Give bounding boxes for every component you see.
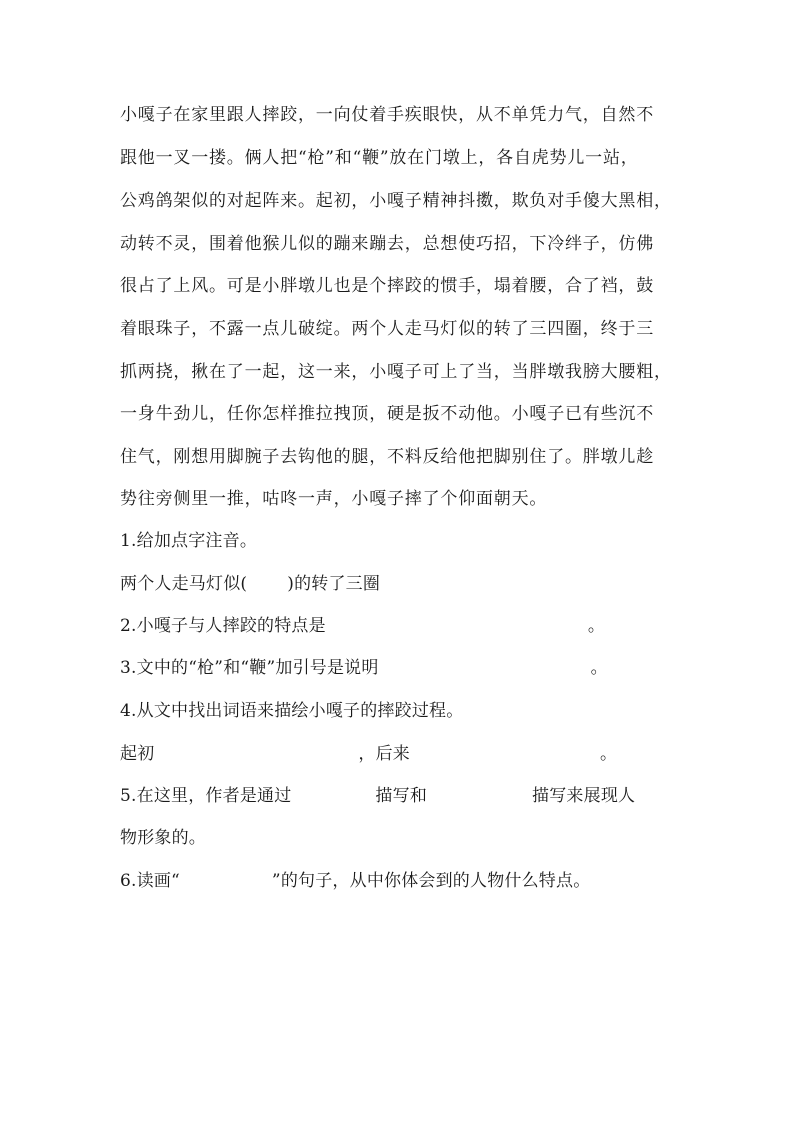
question-3 [120, 658, 608, 678]
question-4-part1-label: 起初 [120, 744, 155, 764]
question-3-prompt: 3.文中的“枪”和“鞭”加引号是说明 [120, 658, 379, 678]
passage-line: 一身牛劲儿，任你怎样推拉拽顶，硬是扳不动他。小嘎子已有些沉不 [120, 404, 654, 424]
question-5-mid: 描写和 [375, 786, 428, 806]
question-2-end: 。 [587, 616, 606, 636]
question-1-detail-after: )的转了三圈 [287, 574, 381, 594]
question-6 [120, 871, 590, 891]
passage-line: 势往旁侧里一推，咕咚一声，小嘎子摔了个仰面朝天。 [120, 489, 548, 509]
passage-line: 公鸡鸽架似的对起阵来。起初，小嘎子精神抖擞，欺负对手傻大黑相， [120, 191, 672, 211]
passage-line: 很占了上风。可是小胖墩儿也是个摔跤的惯手，塌着腰，合了裆，鼓 [120, 276, 654, 296]
question-3-end: 。 [590, 658, 608, 678]
question-1-prompt: 1.给加点字注音。 [120, 531, 258, 551]
question-5-continued: 物形象的。 [120, 828, 206, 848]
question-4-part2-label: ，后来 [358, 744, 411, 764]
question-5 [120, 786, 635, 806]
question-4-prompt: 4.从文中找出词语来描绘小嘎子的摔跤过程。 [120, 701, 464, 721]
question-2-prompt: 2.小嘎子与人摔跤的特点是 [120, 616, 326, 636]
passage-line: 着眼珠子，不露一点儿破绽。两个人走马灯似的转了三四圈，终于三 [120, 319, 654, 339]
question-6-open: 6.读画“ [120, 871, 180, 891]
passage-line: 跟他一叉一搂。俩人把“枪”和“鞭”放在门墩上，各自虎势儿一站， [120, 148, 639, 168]
question-2 [120, 616, 605, 636]
passage-line: 小嘎子在家里跟人摔跤，一向仗着手疾眼快，从不单凭力气，自然不 [120, 105, 654, 125]
passage-line: 抓两挠，揪在了一起，这一来，小嘎子可上了当，当胖墩我膀大腰粗， [120, 362, 672, 382]
question-4-end: 。 [600, 744, 618, 764]
question-5-tail: 描写来展现人 [532, 786, 636, 806]
passage-line: 动转不灵，围着他猴儿似的蹦来蹦去，总想使巧招，下冷绊子，仿佛 [120, 234, 654, 254]
passage-line: 住气，刚想用脚腕子去钩他的腿，不料反给他把脚别住了。胖墩儿趁 [120, 447, 654, 467]
question-4-answers [120, 744, 617, 764]
question-1-detail-before: 两个人走马灯似( [120, 574, 248, 594]
question-1-detail [120, 574, 380, 594]
question-6-rest: ”的句子，从中你体会到的人物什么特点。 [271, 871, 591, 891]
question-5-prompt: 5.在这里，作者是通过 [120, 786, 292, 806]
